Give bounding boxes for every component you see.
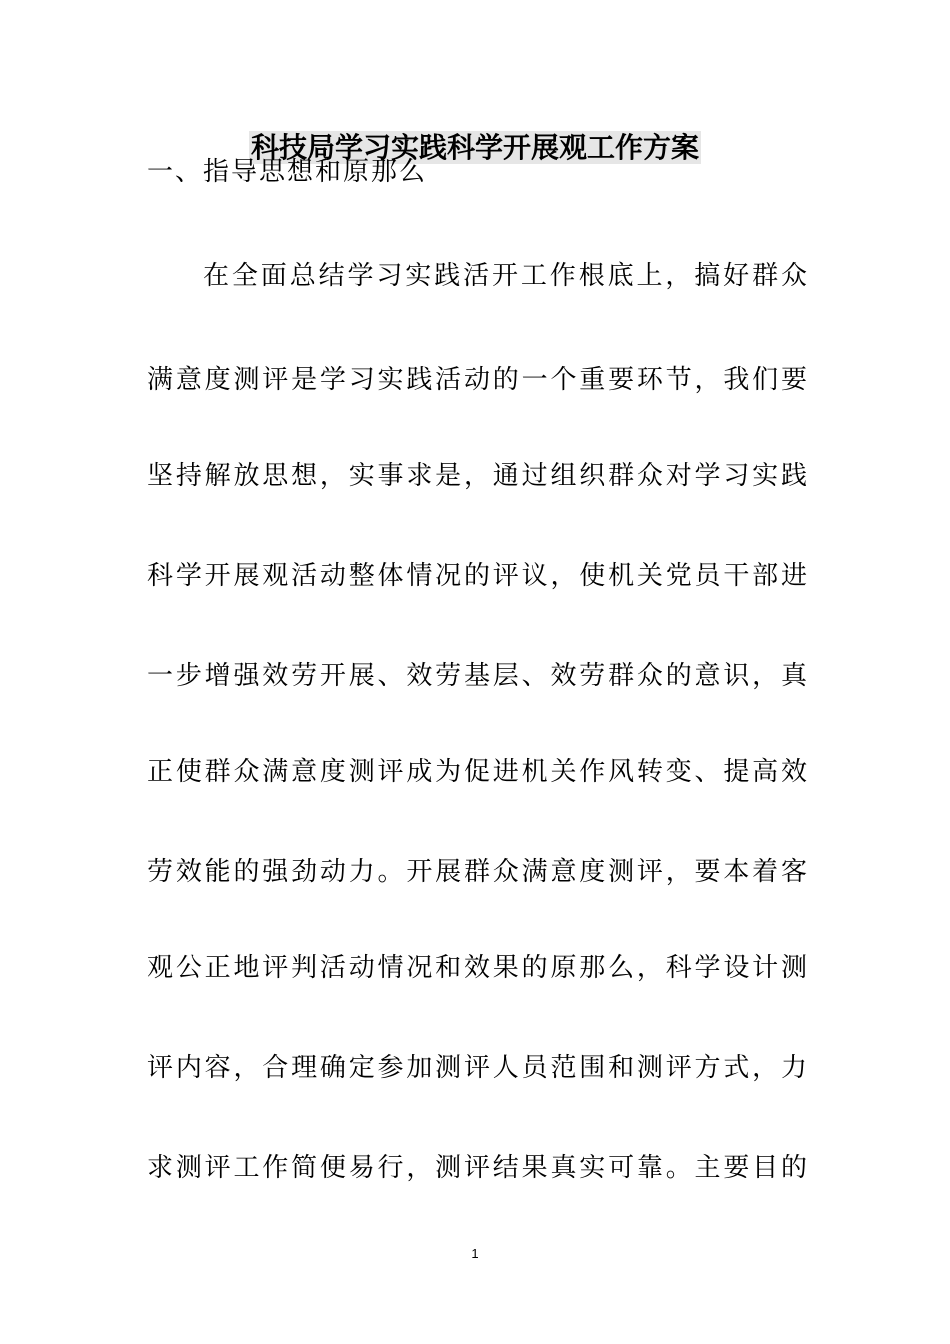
- paragraph-line: 求测评工作简便易行，测评结果真实可靠。主要目的: [147, 1153, 807, 1183]
- paragraph-line: 评内容，合理确定参加测评人员范围和测评方式，力: [147, 1053, 807, 1083]
- document-title: [0, 128, 950, 168]
- paragraph-line: 劳效能的强劲动力。开展群众满意度测评，要本着客: [147, 857, 807, 887]
- document-title-text: 科技局学习实践科学开展观工作方案: [250, 131, 699, 164]
- paragraph-line: 正使群众满意度测评成为促进机关作风转变、提高效: [147, 757, 807, 787]
- paragraph-line: 观公正地评判活动情况和效果的原那么，科学设计测: [147, 953, 807, 983]
- paragraph-line: 在全面总结学习实践活开工作根底上，搞好群众: [203, 261, 807, 291]
- paragraph-line: 满意度测评是学习实践活动的一个重要环节，我们要: [147, 365, 807, 395]
- paragraph-line: 科学开展观活动整体情况的评议，使机关党员干部进: [147, 561, 807, 591]
- section-heading: 一、指导思想和原那么: [147, 157, 428, 187]
- paragraph-line: 坚持解放思想，实事求是，通过组织群众对学习实践: [147, 461, 807, 491]
- paragraph-line: 一步增强效劳开展、效劳基层、效劳群众的意识，真: [147, 661, 807, 691]
- page-number: 1: [471, 1246, 479, 1261]
